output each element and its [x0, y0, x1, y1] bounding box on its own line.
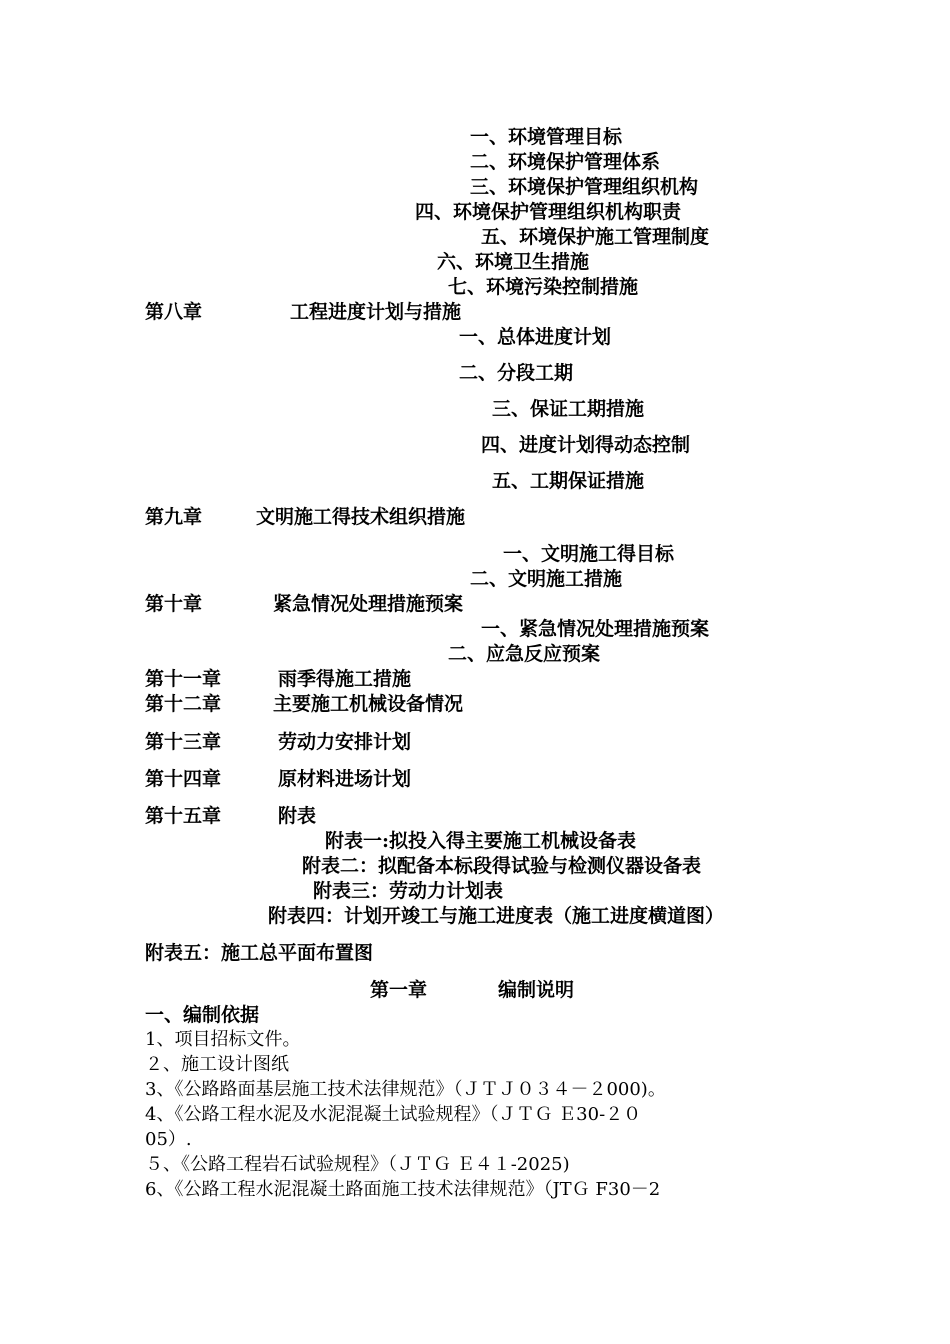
toc-ch10-item-1: 一、紧急情况处理措施预案: [481, 618, 710, 640]
basis-item-1: 1、项目招标文件。: [145, 1029, 301, 1050]
toc-ch10-item-2: 二、应急反应预案: [448, 643, 601, 665]
toc-ch13-title: 劳动力安排计划: [278, 731, 412, 753]
toc-ch10-title: 紧急情况处理措施预案: [273, 593, 464, 615]
toc-appendix-3: 附表三：劳动力计划表: [313, 880, 504, 902]
basis-item-2: ２、施工设计图纸: [145, 1054, 289, 1075]
toc-ch7-item-7: 七、环境污染控制措施: [448, 276, 639, 298]
basis-item-4: 4、《公路工程水泥及水泥混凝土试验规程》（ＪＴＧ Ｅ30-２０: [145, 1104, 642, 1125]
basis-item-3: 3、《公路路面基层施工技术法律规范》（ＪＴＪ０３４－２000)。: [145, 1079, 666, 1100]
toc-ch7-item-3: 三、环境保护管理组织机构: [470, 176, 699, 198]
toc-ch7-item-5: 五、环境保护施工管理制度: [481, 226, 710, 248]
toc-ch7-item-2: 二、环境保护管理体系: [470, 151, 661, 173]
toc-ch8-title: 工程进度计划与措施: [290, 301, 462, 323]
toc-appendix-2: 附表二：拟配备本标段得试验与检测仪器设备表: [302, 855, 702, 877]
toc-ch8-item-3: 三、保证工期措施: [492, 398, 645, 420]
toc-ch8-item-2: 二、分段工期: [459, 362, 574, 384]
toc-ch9-item-1: 一、文明施工得目标: [503, 543, 675, 565]
toc-appendix-4: 附表四：计划开竣工与施工进度表（施工进度横道图）: [268, 905, 725, 927]
toc-ch8-item-1: 一、总体进度计划: [459, 326, 612, 348]
toc-ch7-item-1: 一、环境管理目标: [470, 126, 623, 148]
toc-ch13-label: 第十三章: [145, 731, 222, 753]
basis-item-5: ５、《公路工程岩石试验规程》（ＪＴＧ Ｅ４１-2025): [145, 1154, 570, 1175]
toc-ch15-title: 附表: [278, 805, 317, 827]
toc-ch9-label: 第九章: [145, 506, 203, 528]
toc-ch7-item-4: 四、环境保护管理组织机构职责: [415, 201, 682, 223]
toc-appendix-1: 附表一:拟投入得主要施工机械设备表: [325, 830, 637, 852]
section-heading: 一、编制依据: [145, 1004, 260, 1026]
chapter1-label: 第一章: [370, 979, 428, 1001]
basis-item-4-cont: 05）.: [145, 1129, 192, 1150]
toc-ch10-label: 第十章: [145, 593, 203, 615]
toc-ch8-item-5: 五、工期保证措施: [492, 470, 645, 492]
toc-ch9-item-2: 二、文明施工措施: [470, 568, 623, 590]
toc-ch15-label: 第十五章: [145, 805, 222, 827]
toc-ch11-label: 第十一章: [145, 668, 222, 690]
toc-ch11-title: 雨季得施工措施: [278, 668, 412, 690]
toc-ch8-item-4: 四、进度计划得动态控制: [481, 434, 691, 456]
basis-item-6: 6、《公路工程水泥混凝土路面施工技术法律规范》（JTＧ F30－2: [145, 1179, 661, 1200]
toc-ch12-title: 主要施工机械设备情况: [273, 693, 464, 715]
toc-ch12-label: 第十二章: [145, 693, 222, 715]
toc-ch14-label: 第十四章: [145, 768, 222, 790]
toc-ch8-label: 第八章: [145, 301, 203, 323]
toc-ch7-item-6: 六、环境卫生措施: [437, 251, 590, 273]
toc-ch9-title: 文明施工得技术组织措施: [256, 506, 466, 528]
chapter1-title: 编制说明: [498, 979, 575, 1001]
toc-ch14-title: 原材料进场计划: [278, 768, 412, 790]
toc-appendix-5: 附表五：施工总平面布置图: [145, 942, 374, 964]
